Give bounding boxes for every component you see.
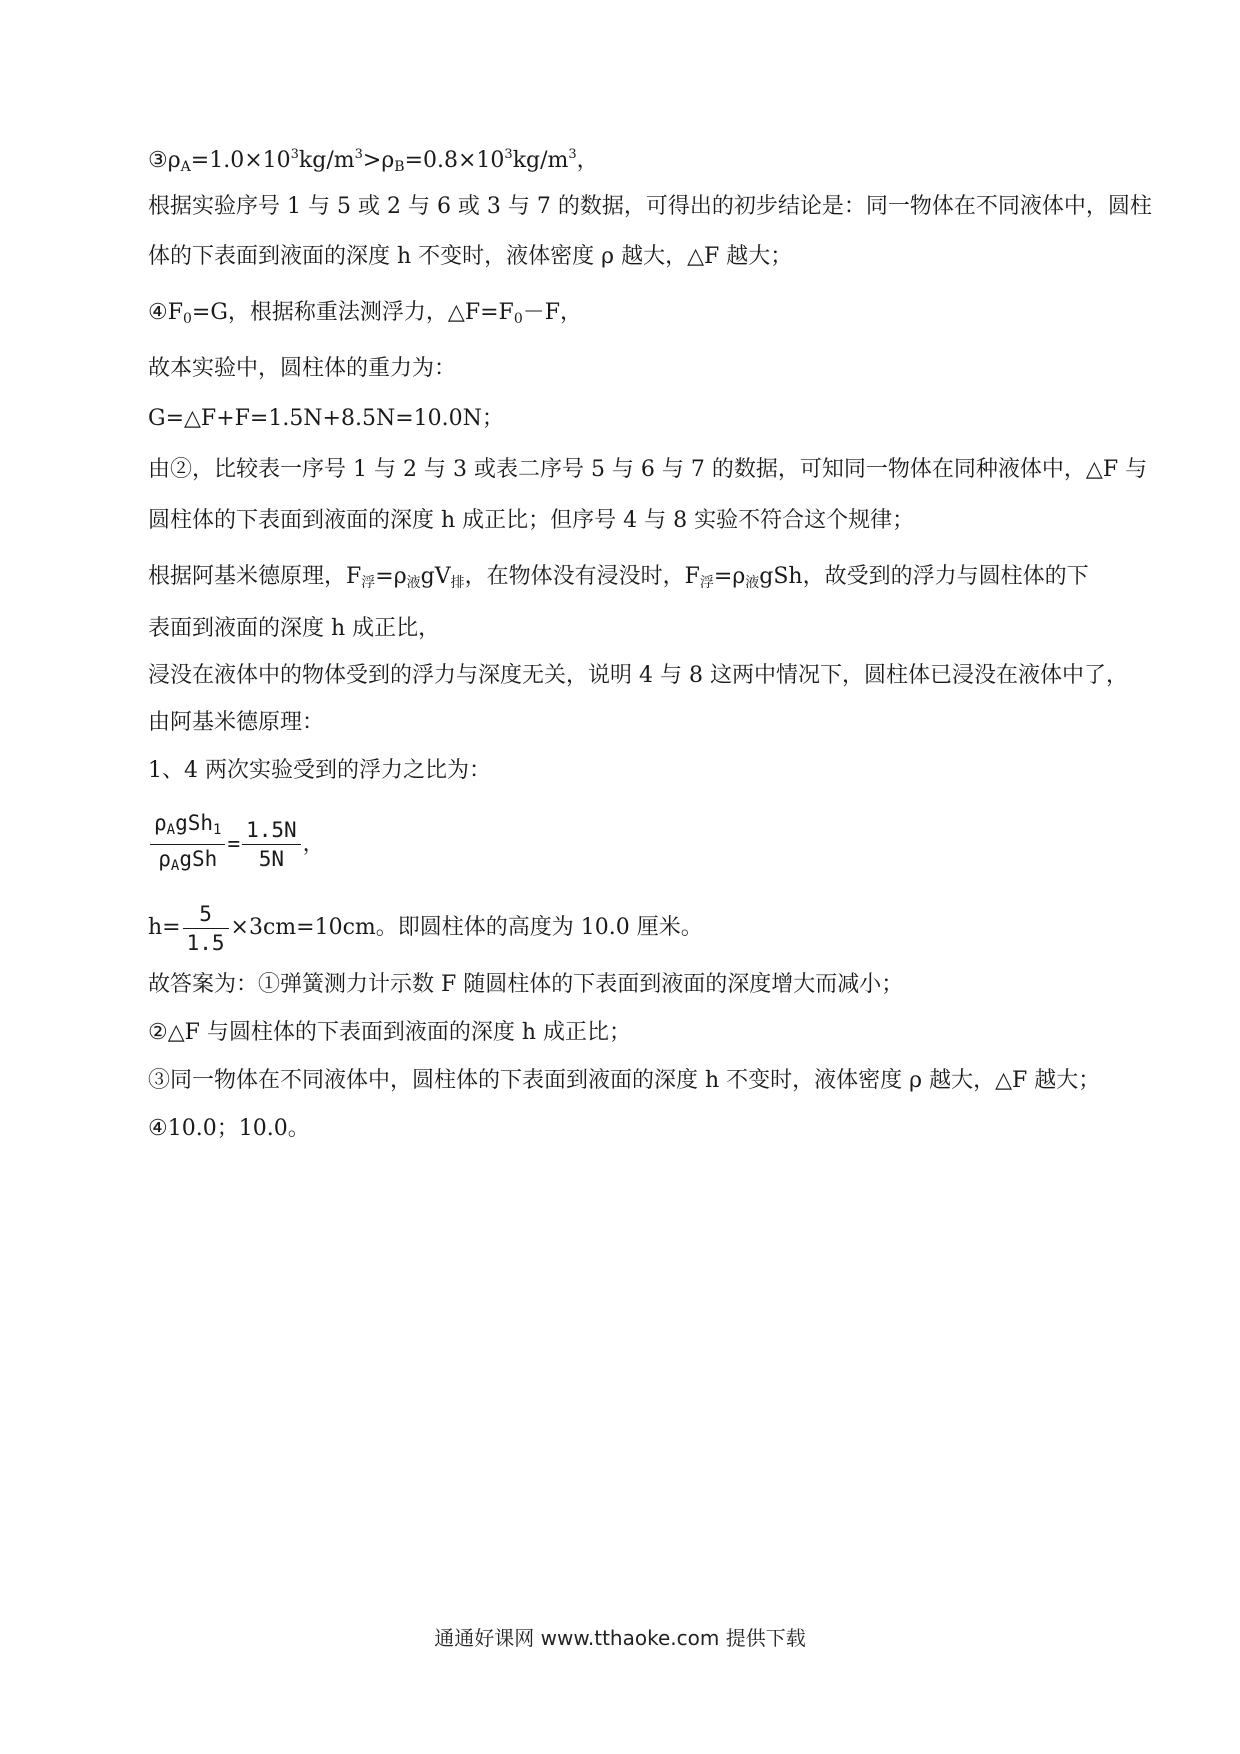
page-footer: 通通好课网 www.tthaoke.com 提供下载 (434, 1626, 806, 1650)
line-immersed: 浸没在液体中的物体受到的浮力与深度无关，说明 4 与 8 这两中情况下，圆柱体已浸没在液体中了， (148, 663, 1128, 688)
line-answer-2: ②△F 与圆柱体的下表面到液面的深度 h 成正比； (148, 1020, 632, 1045)
line-comparison-1: 由②，比较表一序号 1 与 2 与 3 或表二序号 5 与 6 与 7 的数据，可知同一物体在同种液体中，△F 与 (148, 457, 1148, 482)
line-gravity-calc: G=△F+F=1.5N+8.5N=10.0N； (148, 406, 504, 431)
line-answer-4: ④10.0；10.0。 (148, 1116, 310, 1141)
line-conclusion-2: 体的下表面到液面的深度 h 不变时，液体密度 ρ 越大，△F 越大； (148, 244, 793, 269)
line-conclusion-1: 根据实验序号 1 与 5 或 2 与 6 或 3 与 7 的数据，可得出的初步结论是：同一物体在不同液体中，圆柱 (148, 194, 1152, 219)
line-ratio-intro: 1、4 两次实验受到的浮力之比为： (148, 758, 491, 783)
line-gravity-intro: 故本实验中，圆柱体的重力为： (148, 356, 457, 381)
line-answer-1: 故答案为：①弹簧测力计示数 F 随圆柱体的下表面到液面的深度增大而减小； (148, 972, 904, 997)
line-comparison-2: 圆柱体的下表面到液面的深度 h 成正比；但序号 4 与 8 实验不符合这个规律； (148, 508, 915, 533)
line-proportional: 表面到液面的深度 h 成正比， (148, 616, 441, 641)
line-answer-3: ③同一物体在不同液体中，圆柱体的下表面到液面的深度 h 不变时，液体密度 ρ 越大，△F 越大； (148, 1068, 1101, 1093)
line-ratio-formula: $\frac{\rho_AgSh_1}{\rho_AgSh}$ = $\frac{1.5N}{5N}$ ， (148, 810, 324, 879)
line-archimedes-2: 由阿基米德原理： (148, 710, 325, 735)
line-archimedes: 根据阿基米德原理，$F_浮=\rho_液gV_排$，在物体没有浸没时，$F_浮=\rho_液gSh$，故受到的浮力与圆柱体的下 (148, 564, 1089, 591)
ratio-fraction-right: $\frac{1.5N}{5N}$ (242, 817, 301, 872)
height-fraction: $\frac{5}{1.5}$ (183, 901, 229, 956)
line-buoyancy-method: $④F_0=G$，根据称重法测浮力，$\triangle F=F_0-F$， (148, 300, 582, 327)
line-height-calc: h= $\frac{5}{1.5}$ ×3cm=10cm。即圆柱体的高度为 10.0 厘米。 (148, 901, 703, 955)
line-density-comparison: $③\rho_A=1.0\times 10^3kg/m^3>\rho_B=0.8\times 10^3kg/m^3$， (148, 147, 599, 175)
ratio-fraction-left: $\frac{\rho_AgSh_1}{\rho_AgSh}$ (150, 810, 225, 879)
